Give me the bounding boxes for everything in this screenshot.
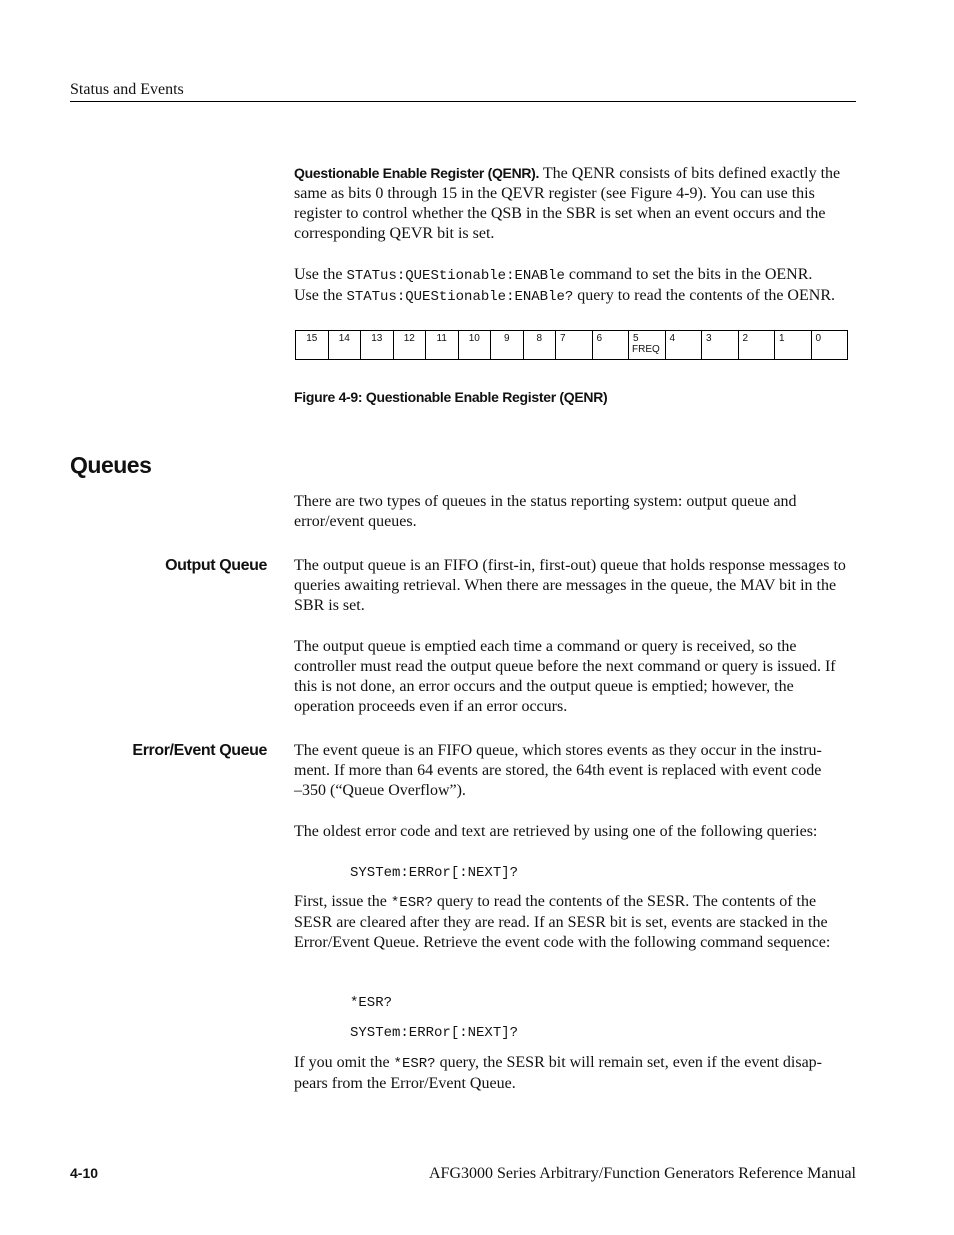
qenr-usage-paragraph bbox=[294, 265, 856, 307]
error-queue-p1-line3: –350 (“Queue Overflow”). bbox=[294, 782, 466, 799]
register-bit-6 bbox=[593, 331, 630, 359]
usage-line1-prefix: Use the bbox=[294, 266, 347, 283]
register-bit-4 bbox=[666, 331, 703, 359]
register-bit-9 bbox=[491, 331, 524, 359]
error-queue-p1-line1: The event queue is an FIFO queue, which stores events as they occur in the instru- bbox=[294, 742, 822, 759]
p4-suffix-line1: query, the SESR bit will remain set, even if the event disap- bbox=[435, 1054, 822, 1071]
error-queue-paragraph-2: The oldest error code and text are retrieved by using one of the following queries: bbox=[294, 823, 818, 840]
register-bit-number: 11 bbox=[436, 333, 447, 344]
register-bit-13 bbox=[361, 331, 394, 359]
section-title-queues: Queues bbox=[70, 452, 152, 478]
register-bit-number: 5 bbox=[633, 333, 639, 344]
enable-query-code: STATus:QUEStionable:ENABle? bbox=[346, 289, 574, 305]
p4-prefix: If you omit the bbox=[294, 1054, 394, 1071]
error-event-queue-heading: Error/Event Queue bbox=[132, 742, 267, 759]
register-bit-number: 4 bbox=[669, 333, 676, 344]
register-bit-10 bbox=[459, 331, 492, 359]
register-bit-11 bbox=[426, 331, 459, 359]
running-header: Status and Events bbox=[70, 81, 184, 98]
register-bit-label: FREQ bbox=[632, 344, 660, 355]
register-bit-number: 13 bbox=[371, 333, 383, 344]
register-bit-number: 1 bbox=[779, 333, 785, 344]
register-bit-number: 6 bbox=[596, 333, 603, 344]
register-bit-7 bbox=[556, 331, 593, 359]
code-system-error-query: SYSTem:ERRor[:NEXT]? bbox=[350, 865, 519, 881]
enable-command-code: STATus:QUEStionable:ENABle bbox=[346, 268, 565, 284]
usage-line2-suffix: query to read the contents of the OENR. bbox=[573, 287, 835, 304]
register-bit-15 bbox=[296, 331, 329, 359]
esr-query-code: *ESR? bbox=[390, 895, 433, 911]
output-queue-heading: Output Queue bbox=[165, 557, 267, 574]
register-bit-3 bbox=[702, 331, 739, 359]
register-bit-number: 8 bbox=[536, 333, 543, 344]
output-queue-paragraph-2: The output queue is emptied each time a command or query is received, so the controller must read the output queue before the next command or query is issued. If this is not done, an error occurs and the output queue is emptied; however, the operation proceeds even if an error occurs. bbox=[294, 638, 836, 715]
register-bit-2 bbox=[739, 331, 776, 359]
esr-query-code-2: *ESR? bbox=[393, 1056, 436, 1072]
register-bit-number: 2 bbox=[742, 333, 749, 344]
register-bit-number: 9 bbox=[503, 333, 510, 344]
p4-suffix-line2: pears from the Error/Event Queue. bbox=[294, 1075, 516, 1092]
code-system-error-query-2: SYSTem:ERRor[:NEXT]? bbox=[350, 1025, 519, 1041]
error-queue-paragraph-3 bbox=[294, 892, 856, 953]
register-bit-number: 14 bbox=[338, 333, 350, 344]
register-bit-number: 0 bbox=[815, 333, 822, 344]
register-bit-1 bbox=[775, 331, 812, 359]
register-bit-12 bbox=[394, 331, 427, 359]
error-queue-paragraph-1 bbox=[294, 741, 856, 801]
error-queue-p1-line2: ment. If more than 64 events are stored, the 64th event is replaced with event code bbox=[294, 762, 822, 779]
register-bit-8 bbox=[524, 331, 557, 359]
p3-prefix: First, issue the bbox=[294, 893, 391, 910]
register-bit-14 bbox=[329, 331, 362, 359]
error-queue-paragraph-4 bbox=[294, 1053, 856, 1094]
figure-caption: Figure 4-9: Questionable Enable Register (QENR) bbox=[294, 389, 608, 405]
register-bit-number: 10 bbox=[468, 333, 480, 344]
usage-line2-prefix: Use the bbox=[294, 287, 347, 304]
register-bit-5 bbox=[629, 331, 666, 359]
code-esr-query: *ESR? bbox=[350, 995, 393, 1011]
page-number: 4-10 bbox=[70, 1165, 99, 1181]
qenr-description: The QENR consists of bits defined exactly the same as bits 0 through 15 in the QEVR register (see Figure 4-9). You can use this register to control whether the QSB in the SBR is set when an event occurs and the corresponding QEVR bit is set. bbox=[294, 165, 841, 242]
register-bit-0 bbox=[812, 331, 849, 359]
register-bit-number: 15 bbox=[306, 333, 318, 344]
manual-title: AFG3000 Series Arbitrary/Function Generators Reference Manual bbox=[429, 1165, 856, 1182]
qenr-heading: Questionable Enable Register (QENR). bbox=[294, 165, 540, 181]
qenr-paragraph bbox=[294, 163, 856, 244]
register-bit-number: 12 bbox=[403, 333, 415, 344]
queues-intro: There are two types of queues in the status reporting system: output queue and error/event queues. bbox=[294, 493, 797, 530]
p3-suffix: query to read the contents of the SESR. The contents of the SESR are cleared after they are read. If an SESR bit is set, events are stacked in the Error/Event Queue. Retrieve the event code with the following command sequence: bbox=[294, 893, 831, 951]
header-rule bbox=[70, 101, 856, 102]
usage-line1-suffix: command to set the bits in the OENR. bbox=[564, 266, 813, 283]
output-queue-paragraph-1: The output queue is an FIFO (first-in, first-out) queue that holds response messages to queries awaiting retrieval. When there are messages in the queue, the MAV bit in the SBR is set. bbox=[294, 557, 846, 614]
register-bit-number: 3 bbox=[706, 333, 712, 344]
qenr-register-diagram bbox=[295, 330, 848, 360]
register-bit-number: 7 bbox=[560, 333, 566, 344]
